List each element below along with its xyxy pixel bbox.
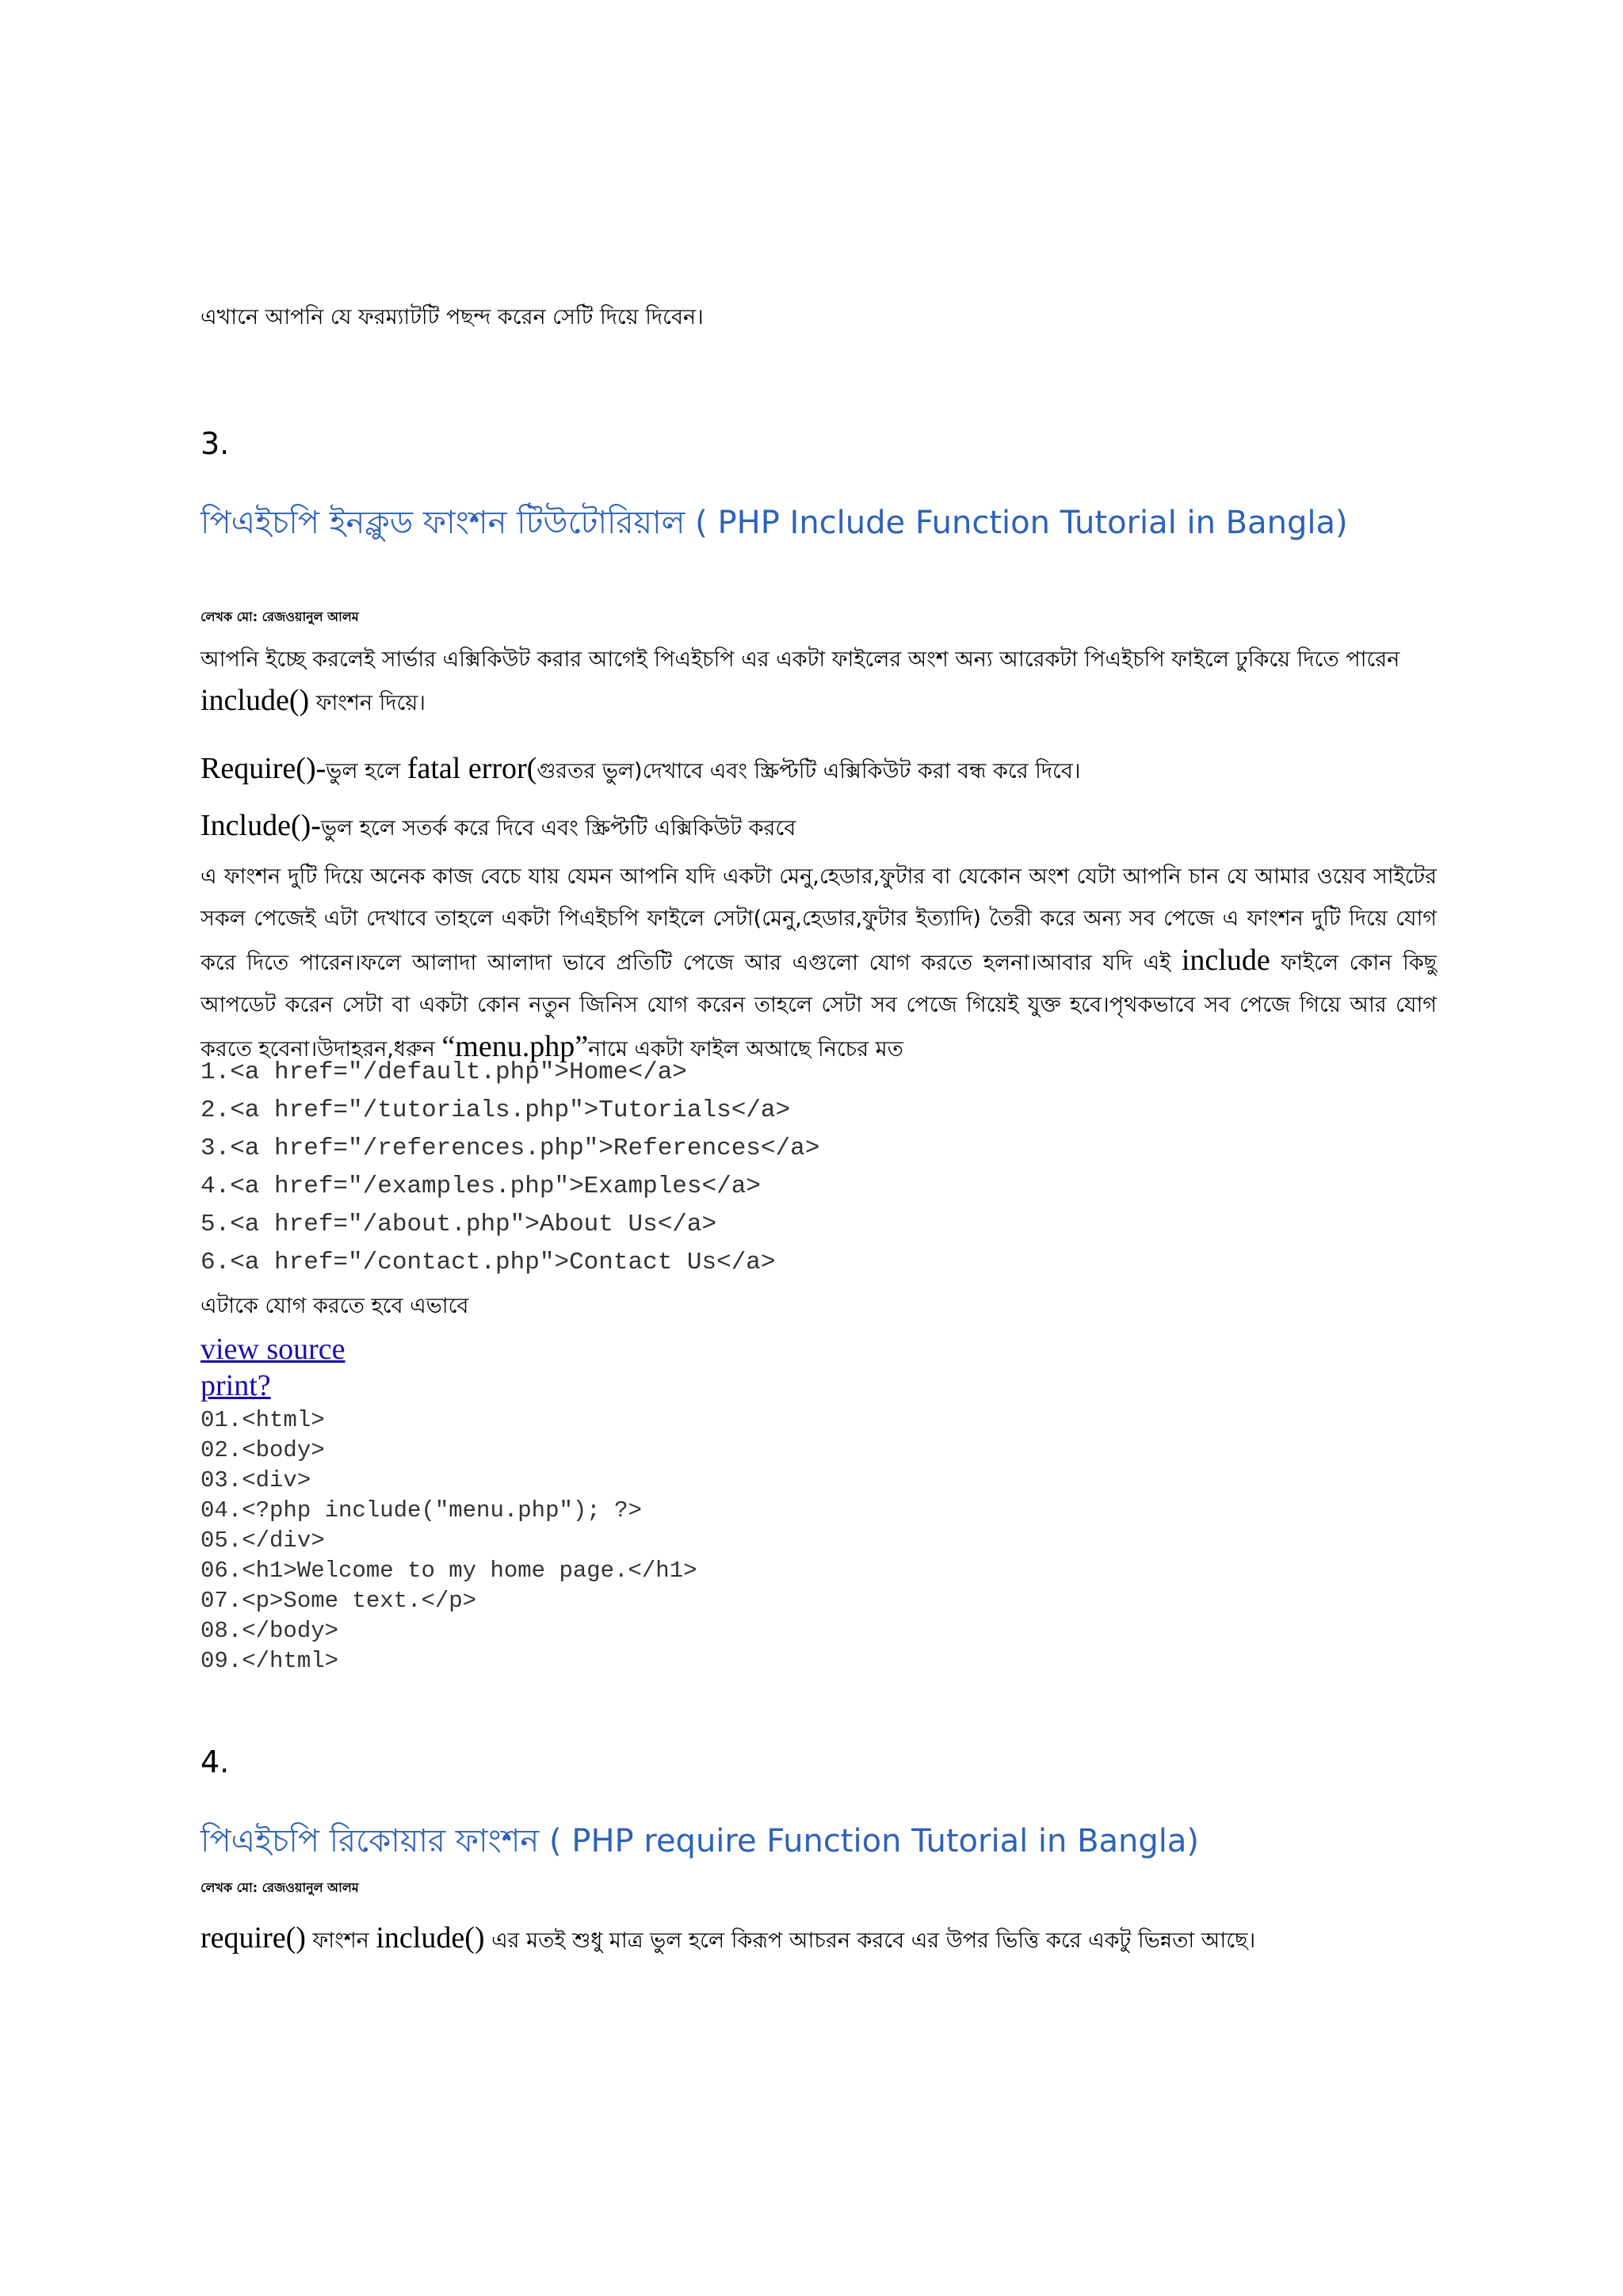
code-line: 5.<a href="/about.php">About Us</a>	[200, 1211, 717, 1238]
require-desc-1: ফাংশন	[305, 1928, 376, 1953]
code-line: 07.<p>Some text.</p>	[200, 1588, 477, 1614]
para-menu: “menu.php”	[441, 1030, 589, 1063]
code-line: 06.<h1>Welcome to my home page.</h1>	[200, 1558, 697, 1584]
require-text-1: ভুল হলে	[326, 759, 407, 784]
para-part-1: এ ফাংশন দুটি দিয়ে অনেক কাজ বেচে যায় যেমন আপনি যদি একটা মেনু,হেডার,ফুটার বা যেকোন অংশ যেটা আপনি চান যে আমার ওয়েব সাইটের সকল পেজেই এটা দেখাবে তাহলে একটা পিএইচপি ফাইলে সেটা(মেনু,হেডার,ফুটার ইত্যাদি) তৈরী করে অন্য সব পেজে এ ফাংশন দুটি দিয়ে যোগ করে দিতে পারেন।ফলে আলাদা আলাদা ভাবে প্রতিটি পেজে আর এগুলো যোগ করতে হলনা।আবার যদি এই	[200, 864, 1437, 975]
para-include: include	[1181, 944, 1270, 977]
code-line: 03.<div>	[200, 1467, 311, 1493]
code-line: 1.<a href="/default.php">Home</a>	[200, 1058, 687, 1086]
view-source-link[interactable]: view source	[200, 1333, 346, 1366]
explanation-paragraph	[200, 856, 1437, 1070]
section-4-author: লেখক মো: রেজওয়ানুল আলম	[200, 1880, 359, 1895]
require-code: Require()-	[200, 752, 327, 785]
add-text: এটাকে যোগ করতে হবে এভাবে	[200, 1294, 469, 1318]
section-4-heading: পিএইচপি রিকোয়ার ফাংশন ( PHP require Function Tutorial in Bangla)	[200, 1823, 1200, 1859]
code-line: 3.<a href="/references.php">References</a>	[200, 1135, 820, 1162]
code-line: 6.<a href="/contact.php">Contact Us</a>	[200, 1249, 776, 1276]
code-line: 09.</html>	[200, 1648, 339, 1674]
include-code-3: include()	[376, 1921, 485, 1955]
include-text: ভুল হলে সতর্ক করে দিবে এবং স্ক্রিপ্টটি এক্সিকিউট করবে	[320, 816, 796, 841]
require-description	[200, 1920, 1255, 1960]
code-line: 04.<?php include("menu.php"); ?>	[200, 1497, 642, 1524]
code-line: 2.<a href="/tutorials.php">Tutorials</a>	[200, 1097, 791, 1124]
section-3-heading: পিএইচপি ইনক্লুড ফাংশন টিউটোরিয়াল ( PHP Include Function Tutorial in Bangla)	[200, 505, 1348, 541]
intro-line-2	[200, 683, 426, 723]
code-line: 4.<a href="/examples.php">Examples</a>	[200, 1173, 761, 1200]
code-line: 08.</body>	[200, 1618, 339, 1644]
include-code-2: Include()-	[200, 809, 321, 842]
intro-line-2-text: ফাংশন দিয়ে।	[309, 691, 426, 715]
require-text-2: গুরতর ভুল)দেখাবে এবং স্ক্রিপ্টটি এক্সিকিউট করা বন্ধ করে দিবে।	[537, 759, 1081, 784]
require-code-2: require()	[200, 1921, 306, 1955]
intro-line-1: আপনি ইচ্ছে করলেই সার্ভার এক্সিকিউট করার আগেই পিএইচপি এর একটা ফাইলের অংশ অন্য আরেকটা পিএইচপি ফাইলে ঢুকিয়ে দিতে পারেন	[200, 647, 1400, 672]
require-fatal: fatal error(	[407, 752, 537, 785]
code-line: 05.</div>	[200, 1527, 325, 1554]
menu-code-block	[200, 1054, 819, 1282]
require-line	[200, 751, 1081, 791]
section-3-number: 3.	[200, 426, 230, 461]
code-line: 02.<body>	[200, 1437, 325, 1463]
include-line	[200, 808, 796, 848]
top-text: এখানে আপনি যে ফরম্যাটটি পছন্দ করেন সেটি দিয়ে দিবেন।	[200, 305, 704, 330]
para-part-3: নামে একটা ফাইল অআছে নিচের মত	[588, 1037, 903, 1062]
page-code-block	[200, 1405, 697, 1676]
print-link[interactable]: print?	[200, 1369, 271, 1402]
code-links	[200, 1331, 346, 1404]
section-4-number: 4.	[200, 1745, 230, 1779]
include-code: include()	[200, 684, 310, 717]
code-line: 01.<html>	[200, 1407, 325, 1433]
require-desc-2: এর মতই শুধু মাত্র ভুল হলে কিরূপ আচরন করবে এর উপর ভিত্তি করে একটু ভিন্নতা আছে।	[484, 1928, 1256, 1953]
section-3-author: লেখক মো: রেজওয়ানুল আলম	[200, 609, 359, 624]
para-part-2: ফাইলে কোন কিছু আপডেট করেন সেটা বা একটা কোন নতুন জিনিস যোগ করেন তাহলে সেটা সব পেজে গিয়েই যুক্ত হবে।পৃথকভাবে সব পেজে গিয়ে আর যোগ করতে হবেনা।উদাহরন,ধরুন	[200, 951, 1437, 1062]
